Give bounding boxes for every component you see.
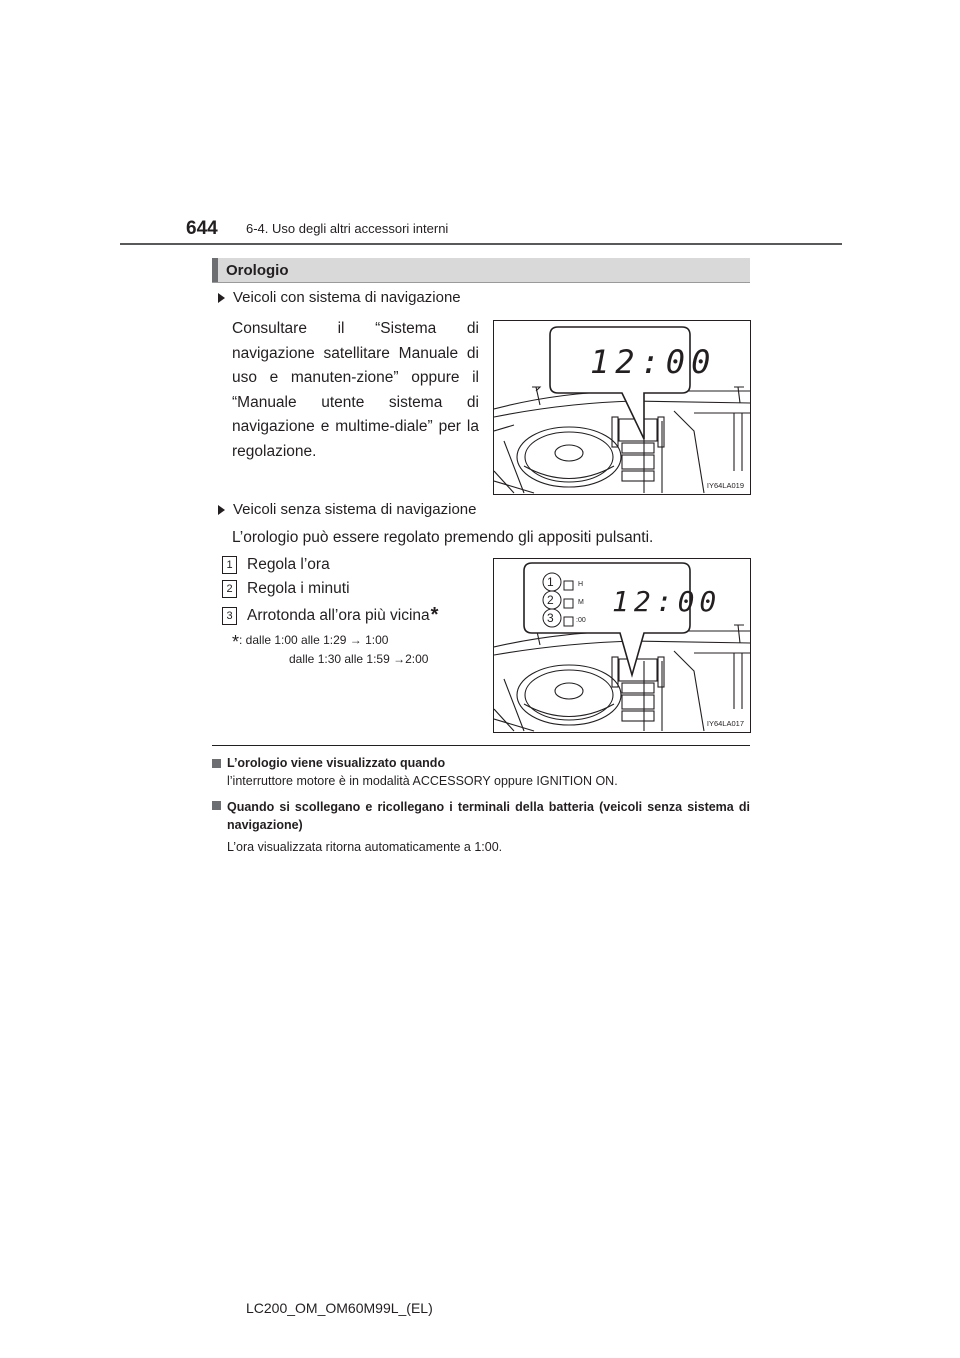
item-label: Regola l’ora [247, 556, 330, 573]
bullet-with-navigation [218, 289, 461, 306]
figure-clock-buttons [493, 558, 751, 733]
footnote-star: * [430, 604, 439, 626]
note-heading [212, 798, 750, 834]
clock-display: 12:00 [612, 585, 722, 618]
note-battery-reconnect [212, 798, 750, 856]
footnote-star: * [232, 632, 240, 652]
triangle-bullet-icon [218, 505, 225, 515]
item-number: 2 [222, 580, 237, 598]
footnote-line-2: dalle 1:30 alle 1:59 →2:00 [289, 652, 429, 666]
button-callout-1: 1 [547, 575, 554, 589]
list-item-round [222, 604, 438, 627]
note-clock-displayed [212, 756, 750, 790]
page-number: 644 [186, 218, 218, 239]
square-bullet-icon [212, 759, 221, 768]
figure-navigation-clock [493, 320, 751, 495]
header-rule [120, 243, 842, 245]
item-label: Regola i minuti [247, 580, 350, 597]
footnote-line-1: : dalle 1:00 alle 1:29 → 1:00 [239, 633, 389, 647]
minute-button-label: M [578, 599, 584, 606]
section-marker [212, 258, 218, 282]
note-heading [212, 756, 750, 770]
list-item-minutes [222, 580, 350, 598]
section-title: Orologio [226, 262, 289, 279]
item-label: Arrotonda all’ora più vicina [247, 606, 430, 624]
section-header [212, 258, 750, 283]
square-bullet-icon [212, 801, 221, 810]
note-heading-text: Quando si scollegano e ricollegano i terminali della batteria (veicoli senza sistema di navigazione) [227, 800, 750, 832]
item-number: 1 [222, 556, 237, 574]
button-callout-3: 3 [547, 611, 554, 625]
navigation-instructions: Consultare il “Sistema di navigazione satellitare Manuale di uso e manuten-zione” oppure il “Manuale utente sistema di navigazione e multime-diale” per la regolazione. [232, 320, 479, 460]
item-number: 3 [222, 607, 237, 625]
clock-display: 12:00 [590, 343, 717, 381]
button-callout-2: 2 [547, 593, 554, 607]
notes-separator [212, 745, 750, 746]
note-text: L’ora visualizzata ritorna automaticamente a 1:00. [227, 840, 503, 854]
note-heading-text: L’orologio viene visualizzato quando [227, 756, 446, 770]
list-item-hour [222, 556, 330, 574]
figure-code: IY64LA019 [706, 481, 744, 490]
round-button-label: :00 [576, 617, 586, 624]
document-code: LC200_OM_OM60M99L_(EL) [246, 1300, 433, 1316]
hour-button-label: H [578, 581, 584, 588]
chapter-title: 6-4. Uso degli altri accessori interni [246, 221, 449, 236]
triangle-bullet-icon [218, 293, 225, 303]
footnote [232, 632, 428, 668]
bullet-label: Veicoli senza sistema di navigazione [233, 501, 477, 518]
bullet-label: Veicoli con sistema di navigazione [233, 289, 461, 306]
note-text: l’interruttore motore è in modalità ACCESSORY oppure IGNITION ON. [227, 774, 618, 788]
figure-code: IY64LA017 [706, 719, 744, 728]
no-navigation-intro: L’orologio può essere regolato premendo gli appositi pulsanti. [232, 529, 654, 546]
bullet-without-navigation [218, 501, 476, 518]
